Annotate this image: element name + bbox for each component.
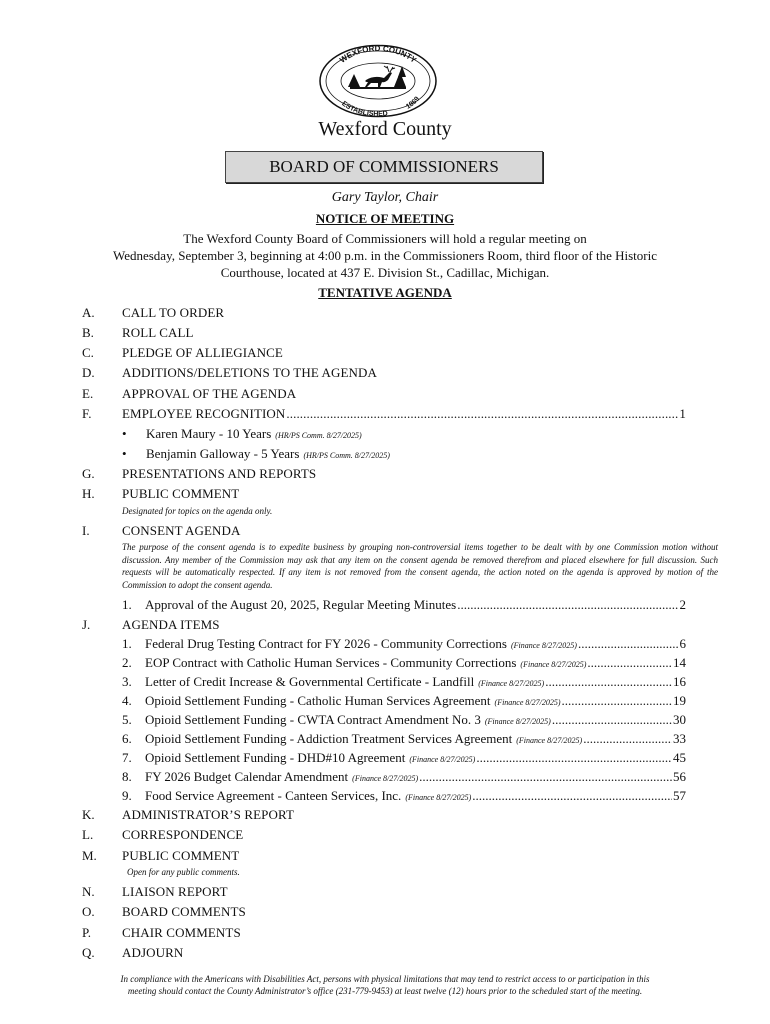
item-text: EOP Contract with Catholic Human Services - Community Corrections	[145, 655, 517, 670]
agenda-item-roll-call: ROLL CALL	[122, 325, 194, 340]
agenda-item-additions: ADDITIONS/DELETIONS TO THE AGENDA	[122, 365, 377, 380]
footer-line-2: meeting should contact the County Administrator’s office (231-779-9453) at least twelve (12) hours prior to the scheduled start of the meeting.	[127, 986, 643, 996]
agenda-letter-p: P.	[82, 925, 92, 940]
item-text: EMPLOYEE RECOGNITION	[122, 406, 286, 421]
item-text: Approval of the August 20, 2025, Regular Meeting Minutes	[145, 597, 457, 612]
item-number: 3.	[122, 674, 132, 689]
agenda-subitem	[122, 636, 686, 652]
item-number: 9.	[122, 788, 132, 803]
agenda-item-public-comment: PUBLIC COMMENT	[122, 486, 240, 501]
agenda-item-call-to-order: CALL TO ORDER	[122, 305, 225, 320]
consent-item	[122, 597, 686, 613]
item-ref: (Finance 8/27/2025)	[484, 717, 551, 726]
svg-text:ESTABLISHED	[340, 100, 388, 118]
item-ref: (Finance 8/27/2025)	[405, 793, 472, 802]
agenda-letter-j: J.	[82, 617, 91, 632]
footer-line-1: In compliance with the Americans with Disabilities Act, persons with physical limitations that may tend to restrict access to or participation in this	[120, 974, 650, 984]
bullet-text: Karen Maury - 10 Years	[146, 426, 272, 441]
item-text: Opioid Settlement Funding - Addiction Treatment Services Agreement	[145, 731, 513, 746]
chair-name: Gary Taylor, Chair	[331, 190, 439, 205]
notice-line-2: Wednesday, September 3, beginning at 4:00 p.m. in the Commissioners Room, third floor of the Historic	[112, 248, 658, 263]
item-text: Opioid Settlement Funding - CWTA Contract Amendment No. 3	[145, 712, 481, 727]
page-number: 6	[679, 636, 686, 651]
svg-text:WEXFORD COUNTY	[338, 44, 419, 65]
agenda-letter-i: I.	[82, 523, 90, 538]
deer-seal-icon	[348, 66, 406, 89]
item-number: 1.	[122, 636, 132, 651]
page-number: 33	[673, 731, 686, 746]
agenda-subitem	[122, 712, 686, 728]
item-number: 4.	[122, 693, 132, 708]
page-number: 14	[673, 655, 686, 670]
recognition-bullet	[122, 446, 390, 462]
item-number: 5.	[122, 712, 132, 727]
agenda-letter-h: H.	[82, 486, 95, 501]
agenda-letter-q: Q.	[82, 945, 95, 960]
public-comment-note-2: Open for any public comments.	[127, 867, 240, 877]
notice-title: NOTICE OF MEETING	[315, 211, 455, 226]
ada-footer	[70, 973, 700, 997]
item-text: Opioid Settlement Funding - Catholic Human Services Agreement	[145, 693, 491, 708]
page-number: 56	[673, 769, 686, 784]
agenda-subitem	[122, 769, 686, 785]
seal-bottom-text: ESTABLISHED	[340, 100, 389, 118]
agenda-item-correspondence: CORRESPONDENCE	[122, 827, 244, 842]
agenda-letter-b: B.	[82, 325, 94, 340]
agenda-item-adjourn: ADJOURN	[122, 945, 184, 960]
bullet-icon: •	[122, 446, 127, 461]
agenda-subitem	[122, 693, 686, 709]
agenda-letter-o: O.	[82, 904, 95, 919]
page-number: 16	[673, 674, 686, 689]
bullet-ref: (HR/PS Comm. 8/27/2025)	[303, 451, 390, 460]
agenda-item-chair-comments: CHAIR COMMENTS	[122, 925, 241, 940]
seal-top-text: WEXFORD COUNTY	[338, 44, 419, 65]
item-number: 8.	[122, 769, 132, 784]
agenda-item-public-comment-2: PUBLIC COMMENT	[122, 848, 240, 863]
item-ref: (Finance 8/27/2025)	[520, 660, 587, 669]
item-ref: (Finance 8/27/2025)	[409, 755, 476, 764]
item-number: 1.	[122, 597, 132, 612]
agenda-letter-d: D.	[82, 365, 95, 380]
item-ref: (Finance 8/27/2025)	[494, 698, 561, 707]
page-number: 19	[673, 693, 686, 708]
board-title: BOARD OF COMMISSIONERS	[225, 151, 543, 183]
page-number: 45	[673, 750, 686, 765]
agenda-item-administrator-report: ADMINISTRATOR’S REPORT	[122, 807, 295, 822]
item-text: Opioid Settlement Funding - DHD#10 Agreement	[145, 750, 406, 765]
item-ref: (Finance 8/27/2025)	[352, 774, 419, 783]
item-number: 6.	[122, 731, 132, 746]
agenda-letter-l: L.	[82, 827, 94, 842]
item-ref: (Finance 8/27/2025)	[510, 641, 577, 650]
county-seal-logo	[318, 44, 438, 118]
svg-text:1869	[405, 96, 421, 111]
item-ref: (Finance 8/27/2025)	[516, 736, 583, 745]
page-number: 30	[673, 712, 686, 727]
agenda-item-agenda-items: AGENDA ITEMS	[122, 617, 220, 632]
agenda-letter-a: A.	[82, 305, 95, 320]
agenda-letter-n: N.	[82, 884, 95, 899]
item-number: 7.	[122, 750, 132, 765]
agenda-item-presentations: PRESENTATIONS AND REPORTS	[122, 466, 317, 481]
agenda-letter-e: E.	[82, 386, 94, 401]
recognition-bullet	[122, 426, 362, 442]
agenda-letter-g: G.	[82, 466, 95, 481]
agenda-item-employee-recognition	[122, 406, 686, 422]
bullet-icon: •	[122, 426, 127, 441]
agenda-item-board-comments: BOARD COMMENTS	[122, 904, 246, 919]
bullet-ref: (HR/PS Comm. 8/27/2025)	[275, 431, 362, 440]
notice-line-3: Courthouse, located at 437 E. Division St., Cadillac, Michigan.	[220, 265, 550, 280]
agenda-letter-k: K.	[82, 807, 95, 822]
agenda-letter-c: C.	[82, 345, 94, 360]
agenda-letter-f: F.	[82, 406, 92, 421]
agenda-item-approval: APPROVAL OF THE AGENDA	[122, 386, 297, 401]
agenda-subitem	[122, 788, 686, 804]
agenda-item-consent-agenda: CONSENT AGENDA	[122, 523, 241, 538]
county-name: Wexford County	[318, 118, 452, 140]
tentative-agenda-title: TENTATIVE AGENDA	[318, 285, 452, 300]
seal-year: 1869	[405, 95, 422, 111]
item-text: Letter of Credit Increase & Governmental Certificate - Landfill	[145, 674, 475, 689]
agenda-subitem	[122, 750, 686, 766]
bullet-text: Benjamin Galloway - 5 Years	[146, 446, 300, 461]
page-number: 2	[679, 597, 686, 612]
agenda-item-liaison-report: LIAISON REPORT	[122, 884, 228, 899]
public-comment-note: Designated for topics on the agenda only.	[122, 506, 273, 516]
page-number: 1	[679, 406, 686, 421]
agenda-item-pledge: PLEDGE OF ALLIEGIANCE	[122, 345, 283, 360]
page-number: 57	[673, 788, 686, 803]
agenda-letter-m: M.	[82, 848, 97, 863]
agenda-subitem	[122, 731, 686, 747]
item-ref: (Finance 8/27/2025)	[478, 679, 545, 688]
notice-line-1: The Wexford County Board of Commissioners will hold a regular meeting on	[183, 231, 587, 246]
item-text: Federal Drug Testing Contract for FY 2026 - Community Corrections	[145, 636, 507, 651]
agenda-subitem	[122, 674, 686, 690]
item-text: Food Service Agreement - Canteen Services, Inc.	[145, 788, 402, 803]
consent-agenda-description: The purpose of the consent agenda is to expedite business by grouping non-controversial items together to be dealt with by one Commission motion without discussion. Any member of the Commission may ask that any item on the consent agenda be removed therefrom and placed elsewhere for full discussion. Such requests will be automatically respected. If any item is not removed from the consent agenda, the action noted on the agenda is approved by motion of the Commission to adopt the consent agenda.	[122, 542, 718, 590]
item-text: FY 2026 Budget Calendar Amendment	[145, 769, 349, 784]
agenda-subitem	[122, 655, 686, 671]
item-number: 2.	[122, 655, 132, 670]
